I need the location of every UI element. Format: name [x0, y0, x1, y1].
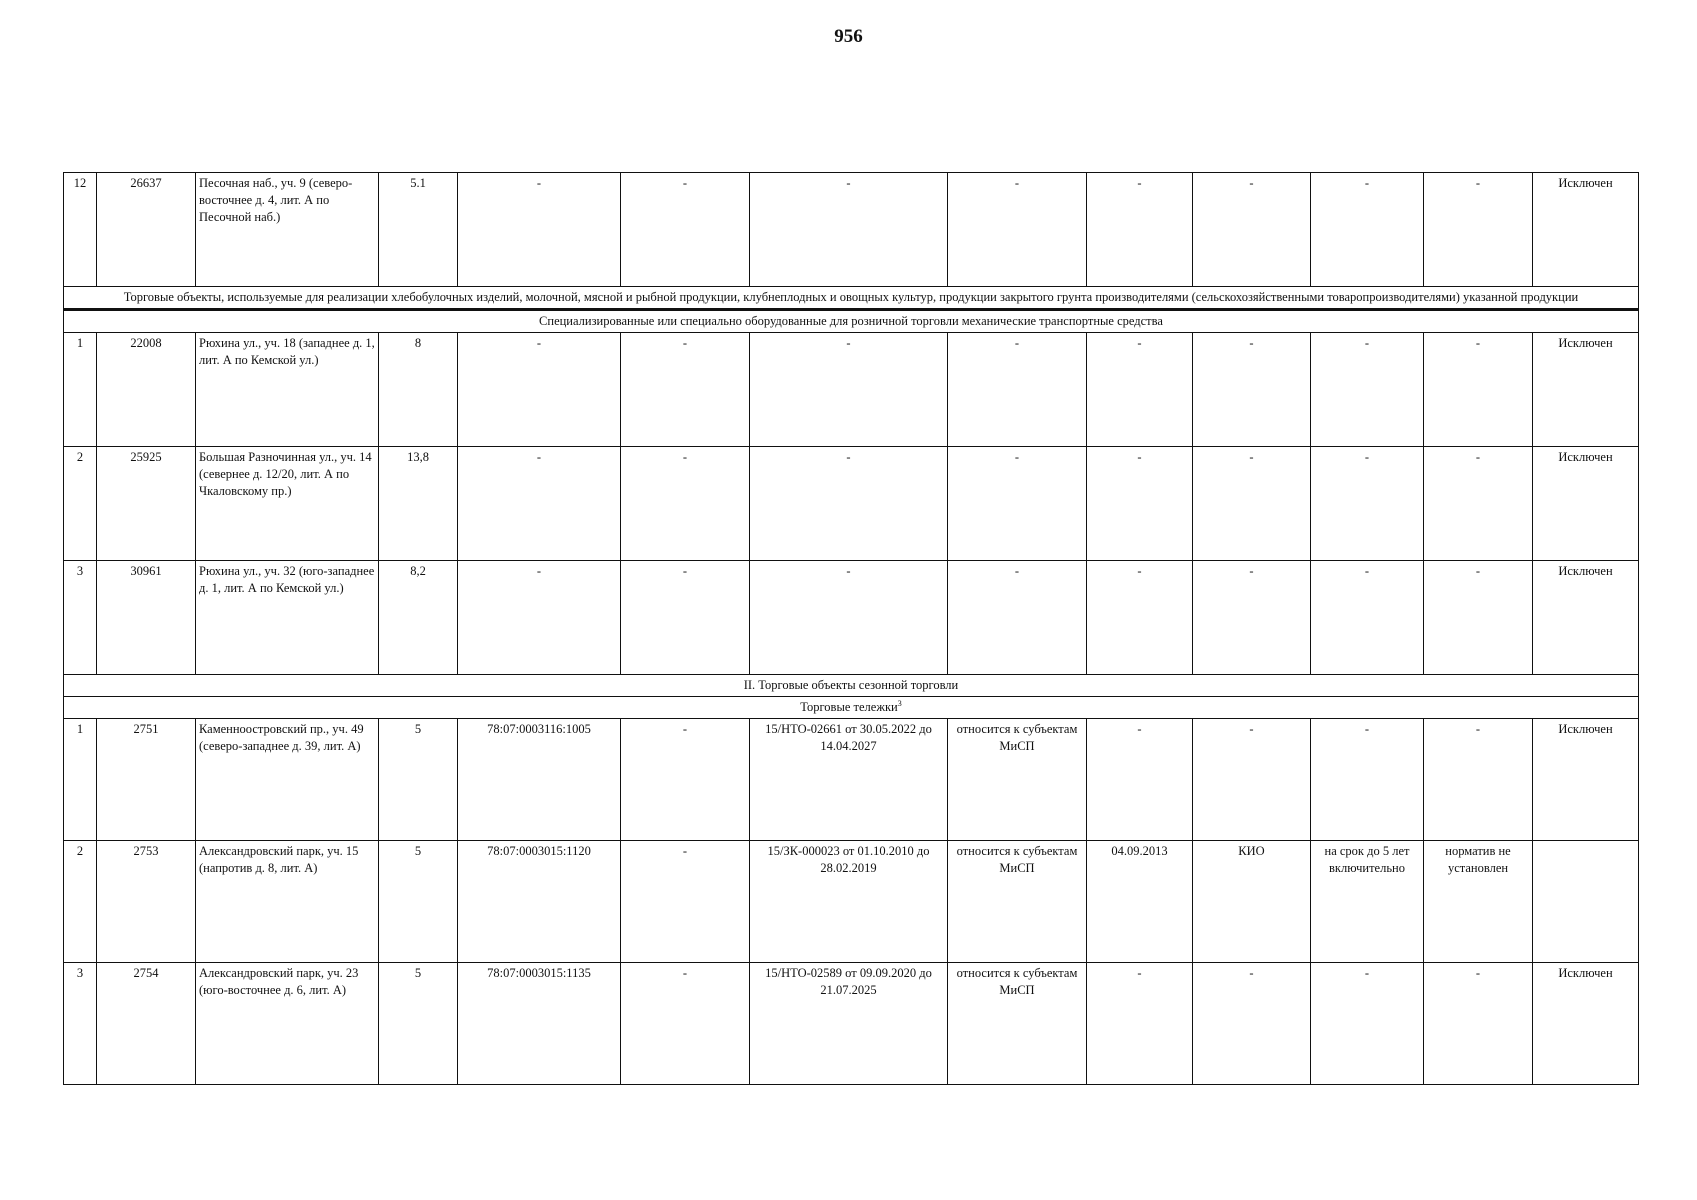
cell-address: Большая Разночинная ул., уч. 14 (севернее д. 12/20, лит. А по Чкаловскому пр.)	[196, 447, 379, 561]
cell-object-id: 2751	[97, 719, 196, 841]
table-row	[64, 173, 1639, 287]
cell-status: Исключен	[1533, 963, 1639, 1085]
cell-decision-date: -	[1087, 447, 1193, 561]
cell-contract: 15/НТО-02661 от 30.05.2022 до 14.04.2027	[750, 719, 948, 841]
cell-row-number: 3	[64, 561, 97, 675]
cell-norm: -	[1424, 173, 1533, 287]
cell-term: -	[1311, 447, 1424, 561]
cell-object-id: 26637	[97, 173, 196, 287]
cell-address: Александровский парк, уч. 23 (юго-восточнее д. 6, лит. А)	[196, 963, 379, 1085]
cell-area: 13,8	[379, 447, 458, 561]
cell-area: 8,2	[379, 561, 458, 675]
table-row	[64, 841, 1639, 963]
cell-contract: -	[750, 173, 948, 287]
table-row	[64, 447, 1639, 561]
section-heading	[64, 697, 1639, 719]
cell-contract: 15/ЗК-000023 от 01.10.2010 до 28.02.2019	[750, 841, 948, 963]
cell-status: Исключен	[1533, 173, 1639, 287]
cell-norm: -	[1424, 333, 1533, 447]
cell-cadastral-number: 78:07:0003015:1120	[458, 841, 621, 963]
cell-cadastral-number: -	[458, 333, 621, 447]
cell-row-number: 12	[64, 173, 97, 287]
cell-row-number: 1	[64, 333, 97, 447]
section-heading	[64, 675, 1639, 697]
cell-authority: КИО	[1193, 841, 1311, 963]
section-heading-row	[64, 675, 1639, 697]
cell-authority: -	[1193, 447, 1311, 561]
cell-row-number: 2	[64, 841, 97, 963]
cell-row-number: 3	[64, 963, 97, 1085]
table-row	[64, 963, 1639, 1085]
cell-smb-status: относится к субъектам МиСП	[948, 719, 1087, 841]
cell-address: Рюхина ул., уч. 18 (западнее д. 1, лит. А по Кемской ул.)	[196, 333, 379, 447]
cell-object-id: 22008	[97, 333, 196, 447]
cell-column-6: -	[621, 719, 750, 841]
section-heading-row	[64, 287, 1639, 310]
cell-cadastral-number: 78:07:0003116:1005	[458, 719, 621, 841]
cell-smb-status: -	[948, 447, 1087, 561]
cell-row-number: 1	[64, 719, 97, 841]
cell-decision-date: 04.09.2013	[1087, 841, 1193, 963]
cell-term: -	[1311, 963, 1424, 1085]
section-heading-text: Специализированные или специально оборудованные для розничной торговли механические транспортные средства	[539, 314, 1163, 328]
cell-area: 8	[379, 333, 458, 447]
cell-area: 5	[379, 841, 458, 963]
cell-smb-status: относится к субъектам МиСП	[948, 841, 1087, 963]
cell-term: -	[1311, 561, 1424, 675]
cell-column-6: -	[621, 561, 750, 675]
cell-smb-status: относится к субъектам МиСП	[948, 963, 1087, 1085]
cell-status: Исключен	[1533, 447, 1639, 561]
cell-status: Исключен	[1533, 561, 1639, 675]
cell-norm: -	[1424, 963, 1533, 1085]
cell-authority: -	[1193, 173, 1311, 287]
section-heading-row	[64, 310, 1639, 333]
cell-authority: -	[1193, 561, 1311, 675]
cell-address: Александровский парк, уч. 15 (напротив д. 8, лит. А)	[196, 841, 379, 963]
cell-norm: -	[1424, 719, 1533, 841]
cell-status	[1533, 841, 1639, 963]
registry-table-body	[64, 173, 1639, 1085]
cell-cadastral-number: -	[458, 447, 621, 561]
cell-decision-date: -	[1087, 561, 1193, 675]
cell-cadastral-number: 78:07:0003015:1135	[458, 963, 621, 1085]
cell-decision-date: -	[1087, 719, 1193, 841]
cell-decision-date: -	[1087, 963, 1193, 1085]
cell-decision-date: -	[1087, 333, 1193, 447]
cell-authority: -	[1193, 719, 1311, 841]
cell-smb-status: -	[948, 173, 1087, 287]
page-number: 956	[834, 26, 863, 47]
cell-object-id: 2753	[97, 841, 196, 963]
table-row	[64, 333, 1639, 447]
cell-smb-status: -	[948, 333, 1087, 447]
cell-cadastral-number: -	[458, 561, 621, 675]
cell-area: 5	[379, 719, 458, 841]
cell-contract: -	[750, 333, 948, 447]
cell-norm: -	[1424, 447, 1533, 561]
cell-norm: -	[1424, 561, 1533, 675]
cell-authority: -	[1193, 333, 1311, 447]
cell-row-number: 2	[64, 447, 97, 561]
footnote-marker: 3	[897, 698, 902, 708]
registry-table	[63, 172, 1639, 1085]
cell-term: -	[1311, 719, 1424, 841]
cell-contract: 15/НТО-02589 от 09.09.2020 до 21.07.2025	[750, 963, 948, 1085]
cell-column-6: -	[621, 333, 750, 447]
cell-address: Рюхина ул., уч. 32 (юго-западнее д. 1, лит. А по Кемской ул.)	[196, 561, 379, 675]
section-heading-text: Торговые тележки	[800, 700, 898, 714]
cell-column-6: -	[621, 447, 750, 561]
cell-term: -	[1311, 333, 1424, 447]
cell-object-id: 2754	[97, 963, 196, 1085]
cell-status: Исключен	[1533, 719, 1639, 841]
cell-term: -	[1311, 173, 1424, 287]
section-heading-text: II. Торговые объекты сезонной торговли	[743, 678, 959, 692]
cell-area: 5	[379, 963, 458, 1085]
section-heading-text: Торговые объекты, используемые для реализации хлебобулочных изделий, молочной, мясной и рыбной продукции, клубнеплодных и овощных культур, продукции закрытого грунта производителями (сельскохозяйственными товаропроизводителями) указанной продукции	[123, 290, 1579, 304]
cell-address: Песочная наб., уч. 9 (северо-восточнее д. 4, лит. А по Песочной наб.)	[196, 173, 379, 287]
section-heading	[64, 310, 1639, 333]
cell-authority: -	[1193, 963, 1311, 1085]
cell-column-6: -	[621, 963, 750, 1085]
cell-contract: -	[750, 561, 948, 675]
cell-decision-date: -	[1087, 173, 1193, 287]
cell-term: на срок до 5 лет включительно	[1311, 841, 1424, 963]
cell-smb-status: -	[948, 561, 1087, 675]
cell-column-6: -	[621, 841, 750, 963]
cell-column-6: -	[621, 173, 750, 287]
section-heading	[64, 287, 1639, 310]
cell-object-id: 25925	[97, 447, 196, 561]
cell-address: Каменноостровский пр., уч. 49 (северо-западнее д. 39, лит. А)	[196, 719, 379, 841]
cell-norm: норматив не установлен	[1424, 841, 1533, 963]
cell-status: Исключен	[1533, 333, 1639, 447]
section-heading-row	[64, 697, 1639, 719]
cell-area: 5.1	[379, 173, 458, 287]
cell-cadastral-number: -	[458, 173, 621, 287]
cell-contract: -	[750, 447, 948, 561]
cell-object-id: 30961	[97, 561, 196, 675]
table-row	[64, 719, 1639, 841]
table-row	[64, 561, 1639, 675]
